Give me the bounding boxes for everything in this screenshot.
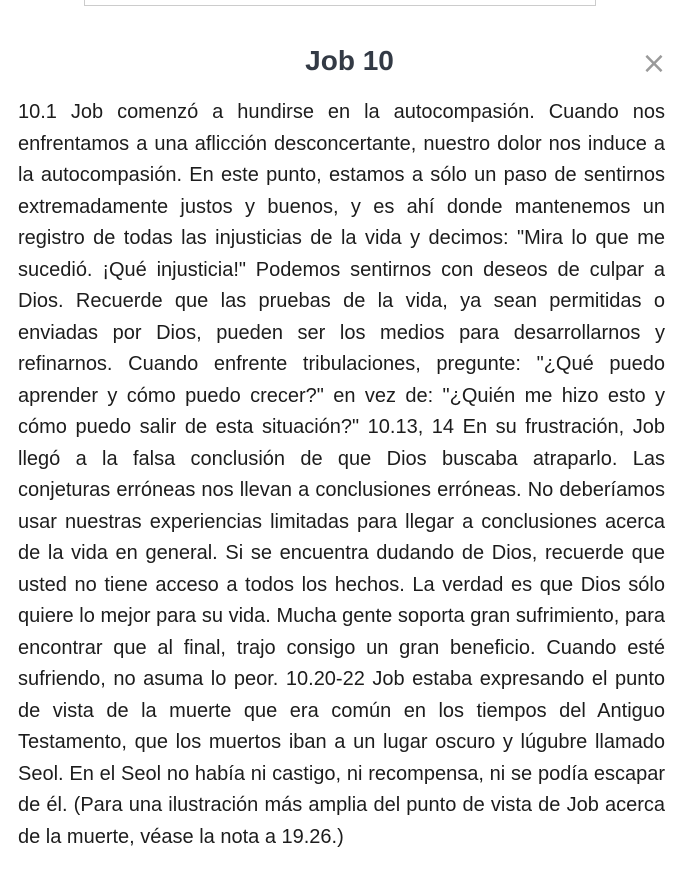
close-icon: × — [641, 46, 667, 81]
modal-title: Job 10 — [305, 45, 394, 76]
commentary-text: 10.1 Job comenzó a hundirse en la autocompasión. Cuando nos enfrentamos a una aflicción desconcertante, nuestro dolor nos induce a la autocompasión. En este punto, estamos a sólo un paso de sentirnos extremadamente justos y buenos, y es ahí donde mantenemos un registro de todas las injusticias de la vida y decimos: "Mira lo que me sucedió. ¡Qué injusticia!" Podemos sentirnos con deseos de culpar a Dios. Recuerde que las pruebas de la vida, ya sean permitidas o enviadas por Dios, pueden ser los medios para desarrollarnos y refinarnos. Cuando enfrente tribulaciones, pregunte: "¿Qué puedo aprender y cómo puedo crecer?" en vez de: "¿Quién me hizo esto y cómo puedo salir de esta situación?" 10.13, 14 En su frustración, Job llegó a la falsa conclusión de que Dios buscaba atraparlo. Las conjeturas erróneas nos llevan a conclusiones erróneas. No deberíamos usar nuestras experiencias limitadas para llegar a conclusiones acerca de la vida en general. Si se encuentra dudando de Dios, recuerde que usted no tiene acceso a todos los hechos. La verdad es que Dios sólo quiere lo mejor para su vida. Mucha gente soporta gran sufrimiento, para encontrar que al final, trajo consigo un gran beneficio. Cuando esté sufriendo, no asuma lo peor. 10.20-22 Job estaba expresando el punto de vista de la muerte que era común en los tiempos del Antiguo Testamento, que los muertos iban a un lugar oscuro y lúgubre llamado Seol. En el Seol no había ni castigo, ni recompensa, ni se podía escapar de él. (Para una ilustración más amplia del punto de vista de Job acerca de la muerte, véase la nota a 19.26.) — [18, 101, 665, 848]
search-input[interactable] — [84, 0, 596, 6]
close-button[interactable] — [638, 48, 670, 80]
modal-body — [18, 97, 665, 883]
modal-header — [0, 40, 699, 90]
